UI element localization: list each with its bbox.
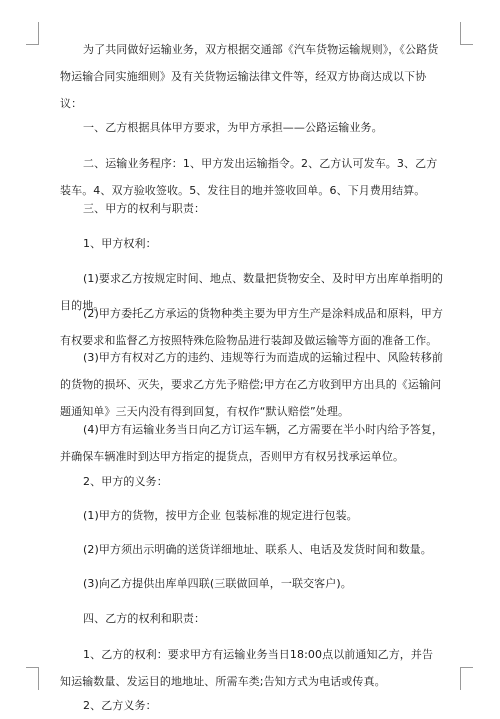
crop-mark-bottom-left [26, 667, 39, 690]
paragraph-right-4: (4)甲方有运输业务当日向乙方订运车辆，乙方需要在半小时内给予答复，并确保车辆准时到达甲方指定的提货点，否则甲方有权另找承运单位。 [60, 423, 443, 463]
paragraph-right-3: (3)甲方有权对乙方的违约、违规等行为而造成的运输过程中、风险转移前的货物的损坏、灭失，要求乙方先予赔偿;甲方在乙方收到甲方出具的《运输问题通知单》三天内没有得到回复，有权作“默认赔偿”处理。 [60, 351, 443, 418]
paragraph-section-2: 二、运输业务程序：1、甲方发出运输指令。2、乙方认可发车。3、乙方装车。4、双方验收签收。5、发往目的地并签收回单。6、下月费用结算。 [60, 157, 438, 197]
crop-mark-top-left [26, 22, 39, 45]
paragraph-right-2: (2)甲方委托乙方承运的货物种类主要为甲方生产是涂料成品和原料，甲方有权要求和监督乙方按照特殊危险物品进行装卸及做运输等方面的准备工作。 [60, 307, 443, 347]
crop-mark-bottom-right [460, 667, 473, 690]
heading-section-3: 三、甲方的权利与职责： [83, 202, 206, 215]
paragraph-party-b-rights: 1、乙方的权利：要求甲方有运输业务当日18:00点以前通知乙方，并告知运输数量、发运目的地地址、所需车类;告知方式为电话或传真。 [60, 648, 434, 688]
paragraph-intro: 为了共同做好运输业务，双方根据交通部《汽车货物运输规则》，《公路货物运输合同实施细则》及有关货物运输法律文件等，经双方协商达成以下协议： [60, 43, 439, 110]
heading-section-4: 四、乙方的权利和职责： [83, 612, 206, 625]
heading-party-a-rights: 1、甲方权利： [83, 237, 157, 250]
heading-party-b-duties: 2、乙方义务： [83, 699, 157, 712]
paragraph-duty-1: (1)甲方的货物，按甲方企业 包装标准的规定进行包装。 [83, 509, 358, 522]
paragraph-duty-3: (3)向乙方提供出库单四联(三联做回单，一联交客户)。 [83, 577, 352, 590]
heading-party-a-duties: 2、甲方的义务： [83, 475, 168, 488]
paragraph-right-1: (1)要求乙方按规定时间、地点、数量把货物安全、及时甲方出库单指明的目的地。 [60, 272, 443, 312]
paragraph-section-1: 一、乙方根据具体甲方要求，为甲方承担——公路运输业务。 [83, 121, 383, 134]
crop-mark-top-right [460, 22, 473, 45]
paragraph-duty-2: (2)甲方须出示明确的送货详细地址、联系人、电话及发货时间和数量。 [83, 543, 432, 556]
